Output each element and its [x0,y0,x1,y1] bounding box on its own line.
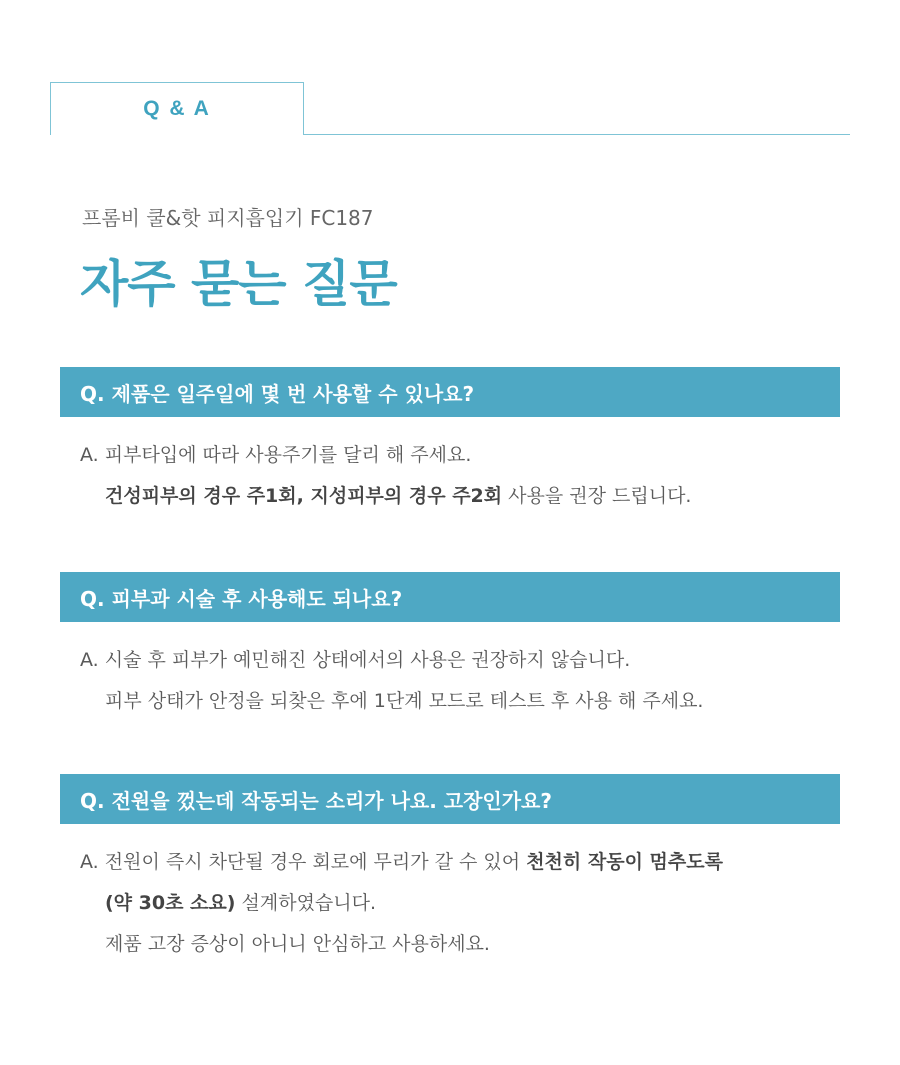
qa-tab[interactable] [50,82,304,135]
page-title: 자주 묻는 질문 [80,255,397,313]
faq-question-3 [60,774,840,824]
faq-item-1 [60,367,840,525]
faq-question-text: Q. 전원을 껐는데 작동되는 소리가 나요. 고장인가요? [80,788,552,813]
answer-text: 설계하였습니다. [235,892,377,914]
answer-line: A. 시술 후 피부가 예민해진 상태에서의 사용은 권장하지 않습니다. [80,649,631,671]
faq-answer-2 [60,648,840,730]
answer-line: 피부 상태가 안정을 되찾은 후에 1단계 모드로 테스트 후 사용 해 주세요. [105,690,704,712]
qa-tab-label: Q & A [143,97,211,120]
answer-text: 사용을 권장 드립니다. [502,485,692,507]
faq-question-1 [60,367,840,417]
answer-line: A. 피부타입에 따라 사용주기를 달리 해 주세요. [80,444,472,466]
faq-item-3 [60,774,840,973]
faq-item-2 [60,572,840,730]
tab-divider-line [304,134,850,135]
answer-line [80,891,840,932]
product-subtitle: 프롬비 쿨&핫 피지흡입기 FC187 [82,206,374,230]
answer-line [80,850,840,891]
answer-emphasis: (약 30초 소요) [105,892,236,914]
faq-question-text: Q. 제품은 일주일에 몇 번 사용할 수 있나요? [80,381,475,406]
answer-emphasis: 천천히 작동이 멈추도록 [526,851,723,873]
faq-question-2 [60,572,840,622]
faq-question-text: Q. 피부과 시술 후 사용해도 되나요? [80,586,403,611]
answer-emphasis: 지성피부의 경우 주2회 [310,485,503,507]
answer-line [80,484,840,525]
answer-line: 제품 고장 증상이 아니니 안심하고 사용하세요. [105,933,490,955]
qa-tab-row [50,82,850,136]
faq-answer-1 [60,443,840,525]
answer-separator: , [296,485,311,507]
faq-answer-3 [60,850,840,973]
answer-text: A. 전원이 즉시 차단될 경우 회로에 무리가 갈 수 있어 [80,851,527,873]
answer-emphasis: 건성피부의 경우 주1회 [105,485,297,507]
